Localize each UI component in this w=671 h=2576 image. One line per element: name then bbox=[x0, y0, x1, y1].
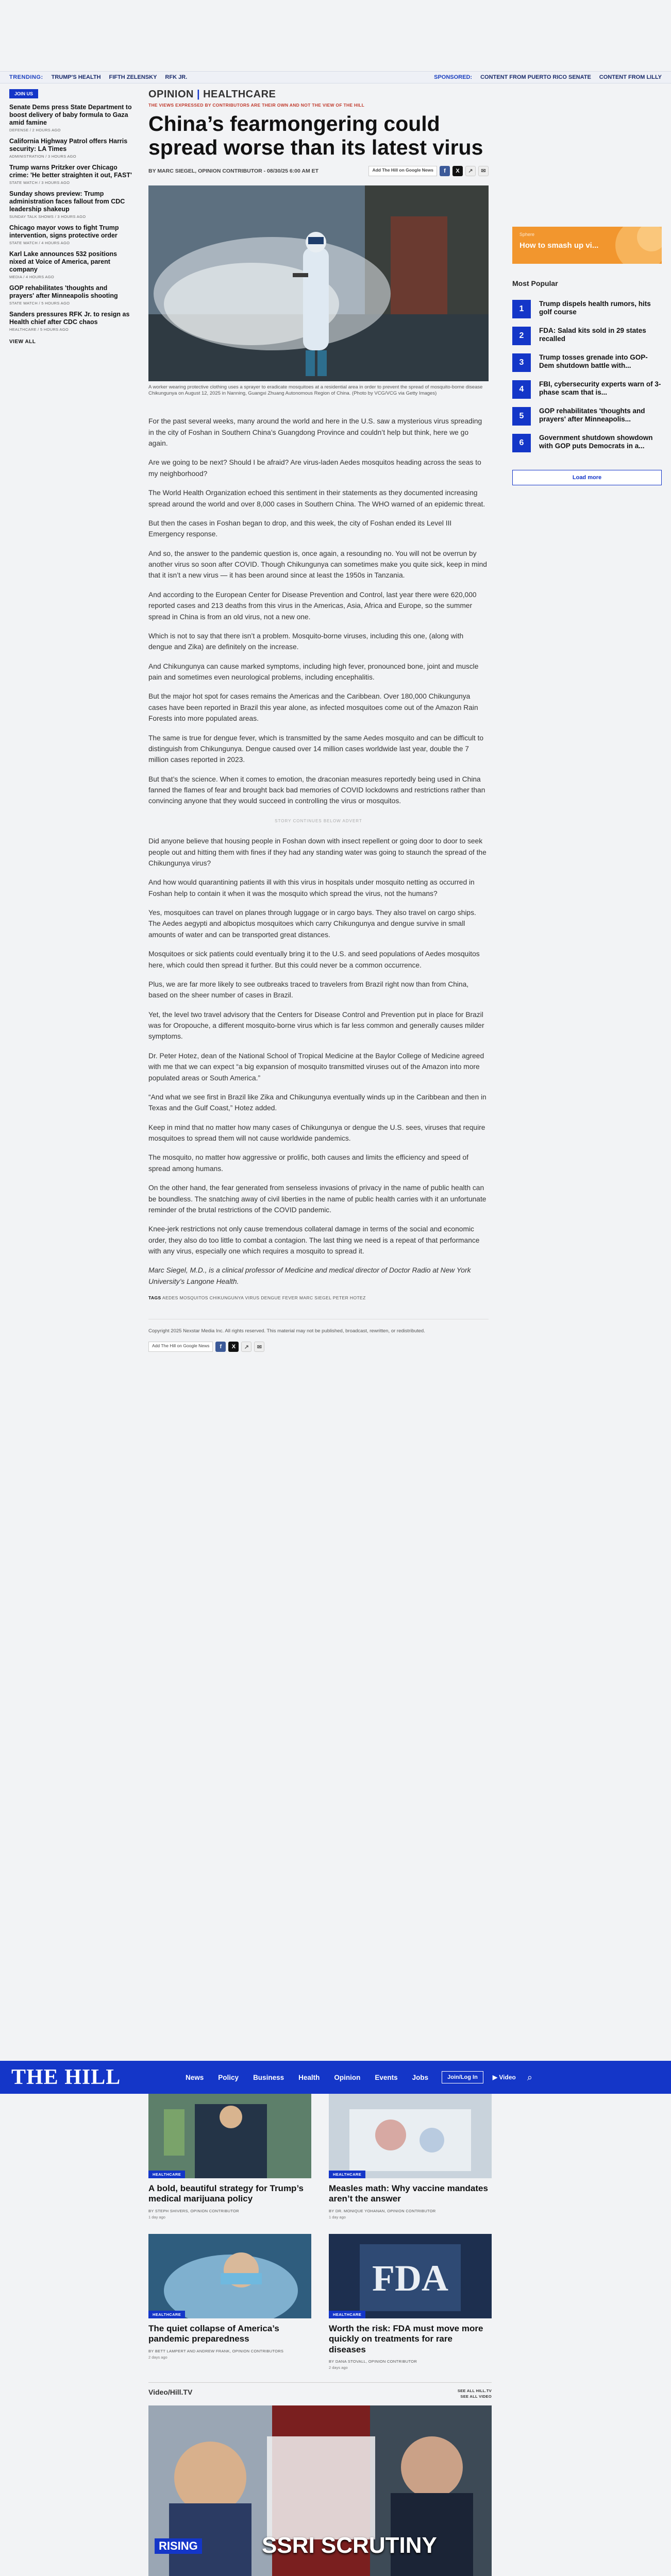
story-author: BY STEPH SHIVERS, OPINION CONTRIBUTOR bbox=[148, 2208, 239, 2213]
trending-link[interactable]: RFK JR. bbox=[165, 74, 188, 80]
nav-item[interactable]: Policy bbox=[218, 2073, 239, 2081]
site-logo[interactable]: THE HILL bbox=[11, 2065, 121, 2089]
left-rail bbox=[9, 89, 133, 345]
most-popular-title[interactable]: GOP rehabilitates 'thoughts and prayers' after Minneapolis... bbox=[539, 407, 645, 423]
video-section-title: Video/Hill.TV bbox=[148, 2387, 193, 2396]
story-author: BY BETT LAMPERT AND ANDREW FRANK, OPINION CONTRIBUTORS bbox=[148, 2348, 284, 2353]
most-popular-item[interactable] bbox=[512, 380, 662, 399]
story-badge: HEALTHCARE bbox=[329, 2311, 365, 2318]
nav-item[interactable]: Opinion bbox=[334, 2073, 361, 2081]
most-popular-item[interactable] bbox=[512, 407, 662, 426]
trending-link[interactable]: TRUMP'S HEALTH bbox=[51, 74, 101, 80]
body-paragraph: But the major hot spot for cases remains the Americas and the Caribbean. Over 180,000 Chikungunya cases have been reported in Brazil this year alone, as infected mosquitoes come out of the Amazon Rain Forests into more populated areas. bbox=[148, 692, 478, 723]
x-twitter-icon[interactable]: X bbox=[228, 1342, 239, 1352]
most-popular-item[interactable] bbox=[512, 434, 662, 452]
left-rail-item-title[interactable]: Karl Lake announces 532 positions nixed at Voice of America, parent company bbox=[9, 250, 118, 273]
section-opinion[interactable]: OPINION bbox=[148, 89, 194, 100]
body-paragraph: The same is true for dengue fever, which is transmitted by the same Aedes mosquito and can be difficult to distinguish from Chikungunya. Dengue caused over 14 million cases worldwide last year, double the 7 million cases reported in 2023. bbox=[148, 734, 484, 764]
left-rail-item[interactable] bbox=[9, 104, 133, 132]
story-title[interactable]: Worth the risk: FDA must move more quickly on treatments for rare diseases bbox=[329, 2323, 483, 2354]
story-date: 1 day ago bbox=[148, 2214, 165, 2219]
section-breadcrumb bbox=[148, 89, 489, 100]
story-badge: HEALTHCARE bbox=[148, 2311, 185, 2318]
headline: China’s fearmongering could spread worse than its latest virus bbox=[148, 112, 483, 160]
most-popular-title[interactable]: FBI, cybersecurity experts warn of 3-phase scam that is... bbox=[539, 380, 661, 397]
most-popular-item[interactable] bbox=[512, 300, 662, 318]
video-tag: RISING bbox=[155, 2538, 202, 2554]
story-image bbox=[148, 2234, 311, 2318]
video-nav-link[interactable]: ▶ Video bbox=[492, 2074, 516, 2081]
body-paragraph: Did anyone believe that housing people in Foshan down with insect repellent or going door to door to seek people out and hitting them with fines if they had any standing water was going to staunch the spread of the Chikungunya virus? bbox=[148, 837, 487, 867]
tags bbox=[148, 1295, 489, 1300]
article bbox=[148, 89, 489, 1352]
ad-label: STORY CONTINUES BELOW ADVERT bbox=[275, 818, 362, 823]
featured-video[interactable] bbox=[148, 2405, 492, 2576]
promo-ad[interactable] bbox=[512, 227, 662, 264]
most-popular-title[interactable]: Government shutdown showdown with GOP puts Democrats in a... bbox=[539, 434, 653, 450]
svg-text:FDA: FDA bbox=[372, 2257, 448, 2299]
story-badge: HEALTHCARE bbox=[329, 2171, 365, 2178]
body-paragraph: Keep in mind that no matter how many cases of Chikungunya or dengue the U.S. sees, viruses that require mosquitoes to spread them will not cause worldwide pandemics. bbox=[148, 1123, 485, 1143]
body-paragraph: And how would quarantining patients ill with this virus in hospitals under mosquito netting as occurred in Foshan help to contain it when it was the mosquito which spread the virus, not the humans? bbox=[148, 878, 475, 897]
story-author: BY DANA STOVALL, OPINION CONTRIBUTOR bbox=[329, 2359, 417, 2364]
trending-link[interactable]: FIFTH ZELENSKY bbox=[109, 74, 157, 80]
left-rail-item-meta: ADMINISTRATION / 3 HOURS AGO bbox=[9, 154, 76, 159]
trending-label: TRENDING: bbox=[9, 74, 43, 80]
body-paragraph: Yet, the level two travel advisory that the Centers for Disease Control and Prevention put in place for Brazil was for Oropouche, a different mosquito-borne virus which is far less common and generally causes milder symptoms. bbox=[148, 1010, 484, 1041]
body-paragraph: But then the cases in Foshan began to drop, and this week, the city of Foshan ended its Level III Emergency response. bbox=[148, 519, 452, 538]
search-icon[interactable]: ⌕ bbox=[527, 2072, 532, 2082]
copyright: Copyright 2025 Nexstar Media Inc. All rights reserved. This material may not be published, broadcast, rewritten, or redistributed. bbox=[148, 1319, 489, 1334]
nav-item[interactable]: Jobs bbox=[412, 2073, 429, 2081]
facebook-icon[interactable]: f bbox=[440, 166, 450, 176]
google-news-button[interactable]: Add The Hill on Google News bbox=[148, 1342, 213, 1352]
story-title[interactable]: A bold, beautiful strategy for Trump’s medical marijuana policy bbox=[148, 2183, 304, 2204]
left-rail-item-meta: STATE WATCH / 4 HOURS AGO bbox=[9, 241, 70, 245]
nav-item[interactable]: News bbox=[186, 2073, 204, 2081]
video-overlay-text: SSRI SCRUTINY bbox=[262, 2533, 437, 2558]
story-card[interactable] bbox=[329, 2094, 492, 2219]
share-icon[interactable]: ↗ bbox=[465, 166, 476, 176]
rank-number: 2 bbox=[512, 327, 531, 345]
left-rail-item[interactable] bbox=[9, 250, 133, 279]
left-rail-item-meta: DEFENSE / 2 HOURS AGO bbox=[9, 128, 61, 132]
promo-text: How to smash up vi... bbox=[519, 241, 599, 250]
body-paragraph: Mosquitoes or sick patients could eventually bring it to the U.S. and seed populations of Aedes mosquitos here, which could then spread it further. But this could never be a common occurrence. bbox=[148, 950, 480, 969]
left-rail-item-title[interactable]: GOP rehabilitates 'thoughts and prayers' after Minneapolis shooting bbox=[9, 284, 118, 299]
most-popular-item[interactable] bbox=[512, 353, 662, 372]
sponsored-link[interactable]: CONTENT FROM PUERTO RICO SENATE bbox=[480, 74, 591, 80]
story-card[interactable] bbox=[148, 2234, 311, 2370]
more-content bbox=[148, 2094, 492, 2576]
most-popular-title[interactable]: Trump tosses grenade into GOP-Dem shutdown battle with... bbox=[539, 353, 648, 370]
right-rail bbox=[512, 227, 662, 485]
load-more-button[interactable]: Load more bbox=[512, 470, 662, 485]
left-rail-item[interactable] bbox=[9, 138, 133, 159]
sponsored-link[interactable]: CONTENT FROM LILLY bbox=[599, 74, 662, 80]
byline bbox=[148, 168, 489, 174]
body-paragraph: But that’s the science. When it comes to emotion, the draconian measures reportedly being used in China fanned the flames of fear and brought back bad memories of COVID lockdowns and restrictions rather than convincing anyone that they would succeed in controlling the virus or mosquitos. bbox=[148, 775, 485, 805]
x-twitter-icon[interactable]: X bbox=[452, 166, 463, 176]
most-popular-item[interactable] bbox=[512, 327, 662, 345]
rank-number: 6 bbox=[512, 434, 531, 452]
left-rail-item[interactable] bbox=[9, 311, 133, 332]
body-paragraph: The mosquito, no matter how aggressive or prolific, both causes and limits the efficiency and speed of spread among humans. bbox=[148, 1154, 468, 1173]
promo-logo: Sphere bbox=[519, 232, 535, 237]
story-badge: HEALTHCARE bbox=[148, 2171, 185, 2178]
google-news-button[interactable]: Add The Hill on Google News bbox=[368, 166, 437, 176]
left-rail-item-meta: SUNDAY TALK SHOWS / 3 HOURS AGO bbox=[9, 214, 86, 219]
body-paragraph: And Chikungunya can cause marked symptoms, including high fever, pronounced bone, joint and muscle pain and sometimes even neurological problems, including encephalitis. bbox=[148, 662, 479, 682]
rank-number: 3 bbox=[512, 353, 531, 372]
facebook-icon[interactable]: f bbox=[215, 1342, 226, 1352]
left-rail-item-meta: STATE WATCH / 3 HOURS AGO bbox=[9, 180, 70, 185]
nav-item[interactable]: Health bbox=[298, 2073, 320, 2081]
section-healthcare[interactable]: HEALTHCARE bbox=[203, 89, 276, 100]
left-rail-item-meta: HEALTHCARE / 5 HOURS AGO bbox=[9, 327, 69, 332]
nav-item[interactable]: Events bbox=[375, 2073, 398, 2081]
article-body bbox=[148, 416, 489, 1352]
body-paragraph: “And what we see first in Brazil like Zika and Chikungunya eventually winds up in the Caribbean and then in Texas and the Gulf Coast,” Hotez added. bbox=[148, 1093, 487, 1112]
body-paragraph: Plus, we are far more likely to see outbreaks traced to travelers from Brazil right now than from China, based on the sheer number of cases in Brazil. bbox=[148, 980, 469, 999]
nav-item[interactable]: Business bbox=[253, 2073, 284, 2081]
join-button[interactable]: JOIN US bbox=[9, 89, 38, 98]
story-date: 1 day ago bbox=[329, 2214, 346, 2219]
share-icon[interactable]: ↗ bbox=[241, 1342, 251, 1352]
tag-list[interactable]: AEDES MOSQUITOS CHIKUNGUNYA VIRUS DENGUE FEVER MARC SIEGEL PETER HOTEZ bbox=[162, 1295, 366, 1301]
story-title[interactable]: Measles math: Why vaccine mandates aren’t the answer bbox=[329, 2183, 488, 2204]
left-rail-item-title[interactable]: Chicago mayor vows to fight Trump intervention, signs protective order bbox=[9, 224, 119, 239]
opinion-disclaimer: THE VIEWS EXPRESSED BY CONTRIBUTORS ARE THEIR OWN AND NOT THE VIEW OF THE HILL bbox=[148, 103, 365, 108]
left-rail-item-title[interactable]: Sanders pressures RFK Jr. to resign as Health chief after CDC chaos bbox=[9, 311, 130, 326]
left-rail-item[interactable] bbox=[9, 190, 133, 219]
body-paragraph: Which is not to say that there isn’t a problem. Mosquito-borne viruses, including this one, (along with dengue and Zika) are definitely on the increase. bbox=[148, 632, 464, 651]
left-rail-item[interactable] bbox=[9, 284, 133, 306]
body-paragraph: And so, the answer to the pandemic question is, once again, a resounding no. You will not be overrun by another virus so soon after COVID. Though Chikungunya can sometimes make you quite sick, keep in mind that it isn’t a new virus — it has been around since at least the 1950s in Tanzania. bbox=[148, 549, 487, 580]
left-rail-item-title[interactable]: California Highway Patrol offers Harris security: LA Times bbox=[9, 138, 128, 152]
rank-number: 4 bbox=[512, 380, 531, 399]
most-popular-title[interactable]: Trump dispels health rumors, hits golf course bbox=[539, 300, 651, 316]
breadcrumb-separator: | bbox=[196, 89, 200, 100]
left-rail-item-meta: STATE WATCH / 5 HOURS AGO bbox=[9, 301, 70, 306]
story-image bbox=[148, 2094, 311, 2178]
story-date: 2 days ago bbox=[329, 2365, 348, 2370]
video-section-header bbox=[148, 2382, 492, 2400]
bottom-share-bar bbox=[148, 1342, 489, 1352]
body-paragraph: Knee-jerk restrictions not only cause tremendous collateral damage in terms of the social and economic order, they also do too little to combat a contagion. The last thing we need is a repeat of that performance with any virus, especially one which requires a mosquito to spread it. bbox=[148, 1225, 480, 1256]
email-icon[interactable]: ✉ bbox=[254, 1342, 264, 1352]
left-rail-item-meta: MEDIA / 4 HOURS AGO bbox=[9, 275, 54, 279]
story-title[interactable]: The quiet collapse of America’s pandemic preparedness bbox=[148, 2323, 279, 2344]
video-label: Video bbox=[499, 2074, 516, 2081]
story-image bbox=[329, 2094, 492, 2178]
view-all-link[interactable]: VIEW ALL bbox=[9, 339, 36, 345]
story-image bbox=[329, 2234, 492, 2318]
story-card[interactable] bbox=[148, 2094, 311, 2219]
video-see-all-links[interactable]: SEE ALL HILL.TV SEE ALL VIDEO bbox=[457, 2388, 492, 2399]
rank-number: 1 bbox=[512, 300, 531, 318]
hero-caption: A worker wearing protective clothing uses a sprayer to eradicate mosquitoes at a residential area in order to prevent the spread of mosquito-borne disease Chikungunya on August 12, 2025 in Nanning, Guangxi Zhuang Autonomous Region of China. (Photo by VCG/VCG via Getty Images) bbox=[148, 384, 483, 397]
most-popular-heading: Most Popular bbox=[512, 279, 558, 287]
left-rail-item-title[interactable]: Sunday shows preview: Trump administration faces fallout from CDC leadership shakeup bbox=[9, 190, 125, 213]
left-rail-item-title[interactable]: Senate Dems press State Department to boost delivery of baby formula to Gaza amid famine bbox=[9, 104, 132, 126]
body-paragraph: For the past several weeks, many around the world and here in the U.S. saw a mysterious virus spreading in the city of Foshan in Southern China’s Guangdong Province and couldn’t help but think, here we go again. bbox=[148, 417, 482, 448]
site-nav bbox=[0, 2061, 671, 2094]
email-icon[interactable]: ✉ bbox=[478, 166, 489, 176]
left-rail-item-title[interactable]: Trump warns Pritzker over Chicago crime: 'He better straighten it out, FAST' bbox=[9, 164, 132, 179]
trending-bar bbox=[0, 71, 671, 83]
byline-text[interactable]: BY MARC SIEGEL, OPINION CONTRIBUTOR - 08/30/25 6:00 AM ET bbox=[148, 167, 319, 174]
body-paragraph: And according to the European Center for Disease Prevention and Control, last year there were 620,000 reported cases and 213 deaths from this virus in the Americas, Asia, Africa and Europe, so the summer spread in China is from an old virus, not a new one. bbox=[148, 590, 477, 621]
sponsored-label: SPONSORED: bbox=[434, 74, 473, 80]
most-popular-title[interactable]: FDA: Salad kits sold in 29 states recalled bbox=[539, 327, 646, 343]
story-date: 2 days ago bbox=[148, 2354, 167, 2360]
left-rail-item[interactable] bbox=[9, 164, 133, 185]
login-button[interactable]: Join/Log In bbox=[442, 2071, 483, 2083]
rank-number: 5 bbox=[512, 407, 531, 426]
body-paragraph: On the other hand, the fear generated from senseless invasions of privacy in the name of public health can be boundless. The snatching away of civil liberties in the name of public health carries with it an unfortunate reminder of the brutal restrictions of the COVID pandemic. bbox=[148, 1184, 487, 1214]
story-card[interactable] bbox=[329, 2234, 492, 2370]
body-paragraph: The World Health Organization echoed this sentiment in their statements as they documented increasing spread around the world and over 8,000 cases in Southern China. The WHO warned of an epidemic threat. bbox=[148, 489, 485, 508]
body-paragraph: Yes, mosquitoes can travel on planes through luggage or in cargo bays. They also travel on cargo ships. The Aedes aegypti and albopictus mosquitoes which carry Chikungunya and dengue survive in small amounts of water and can be transported great distances. bbox=[148, 909, 476, 939]
author-note: Marc Siegel, M.D., is a clinical professor of Medicine and medical director of Doctor Radio at New York University’s Langone Health. bbox=[148, 1266, 471, 1285]
body-paragraph: Dr. Peter Hotez, dean of the National School of Tropical Medicine at the Baylor College of Medicine agreed with me that we can expect “a big expansion of mosquito transmitted viruses out of the Amazon into more populated areas or South America.” bbox=[148, 1052, 484, 1082]
hero-image bbox=[148, 185, 489, 381]
body-paragraph: Are we going to be next? Should I be afraid? Are virus-laden Aedes mosquitos heading across the seas to my neighborhood? bbox=[148, 459, 481, 478]
left-rail-item[interactable] bbox=[9, 224, 133, 245]
share-bar bbox=[368, 166, 489, 176]
story-author: BY DR. MONIQUE YOHANAN, OPINION CONTRIBUTOR bbox=[329, 2208, 436, 2213]
tags-label: TAGS bbox=[148, 1295, 161, 1301]
